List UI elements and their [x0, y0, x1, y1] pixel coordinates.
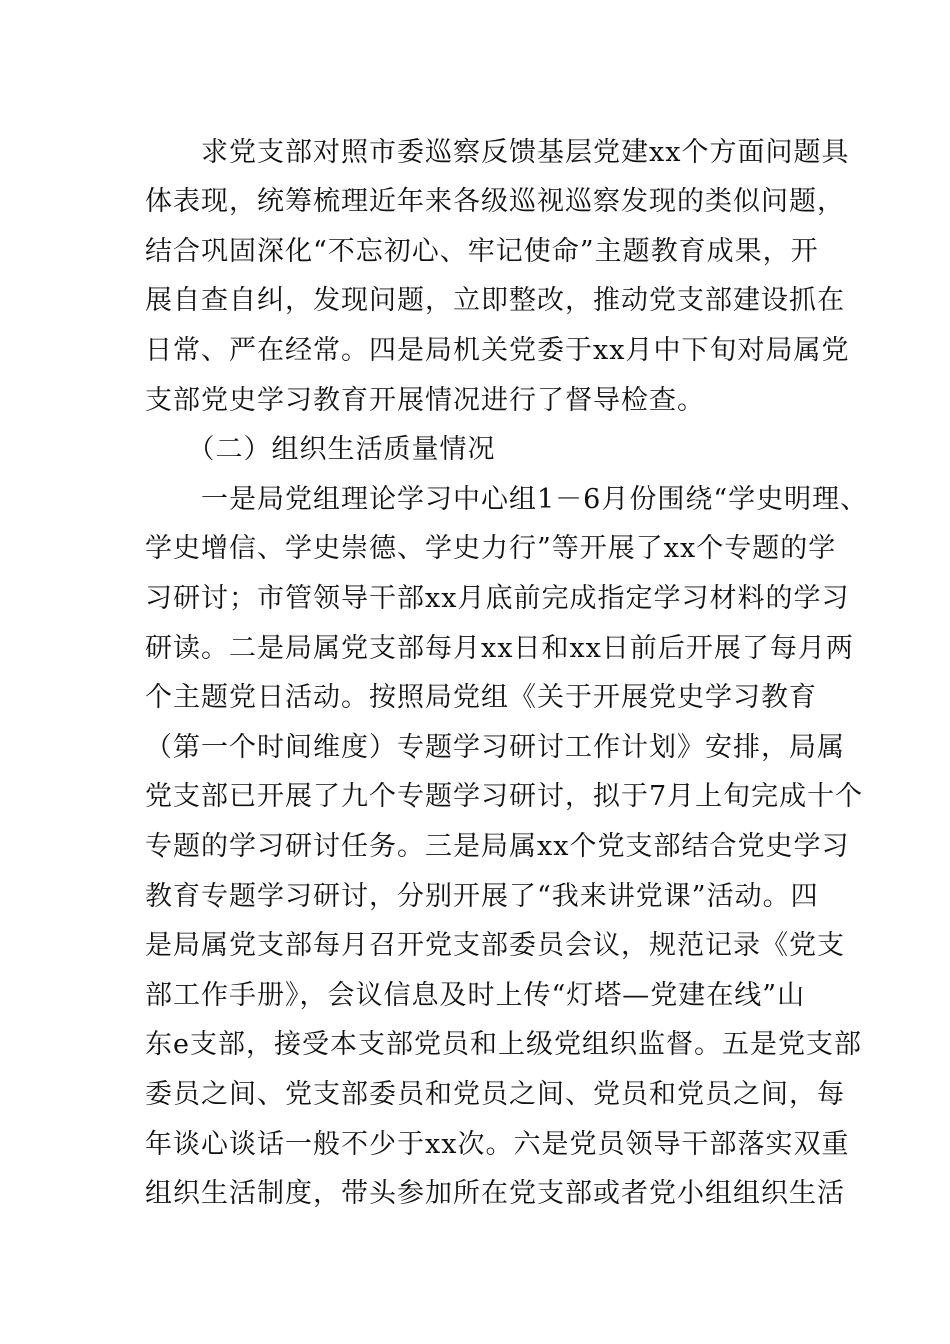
- paragraph-line-13: （第一个时间维度）专题学习研讨工作计划》安排，局属: [145, 732, 845, 763]
- section-heading: （二）组织生活质量情况: [145, 434, 496, 465]
- paragraph-line-3: 结合巩固深化“不忘初心、牢记使命”主题教育成果，开: [145, 236, 819, 267]
- paragraph-line-19: 东e支部，接受本支部党员和上级党组织监督。五是党支部: [145, 1029, 862, 1060]
- paragraph-line-2: 体表现，统筹梳理近年来各级巡视巡察发现的类似问题，: [145, 186, 845, 217]
- paragraph-line-11: 研读。二是局属党支部每月xx日和xx日前后开展了每月两: [145, 633, 854, 664]
- paragraph-line-4: 展自查自纠，发现问题，立即整改，推动党支部建设抓在: [145, 285, 845, 316]
- paragraph-line-12: 个主题党日活动。按照局党组《关于开展党史学习教育: [145, 682, 817, 713]
- paragraph-line-8: 一是局党组理论学习中心组1－6月份围绕“学史明理、: [145, 484, 869, 515]
- paragraph-line-15: 专题的学习研讨任务。三是局属xx个党支部结合党史学习: [145, 831, 850, 862]
- paragraph-line-18: 部工作手册》，会议信息及时上传“灯塔—党建在线”山: [145, 980, 806, 1011]
- paragraph-line-17: 是局属党支部每月召开党支部委员会议，规范记录《党支: [145, 930, 845, 961]
- paragraph-line-1: 求党支部对照市委巡察反馈基层党建xx个方面问题具: [145, 137, 850, 168]
- paragraph-line-21: 年谈心谈话一般不少于xx次。六是党员领导干部落实双重: [145, 1129, 850, 1160]
- paragraph-line-20: 委员之间、党支部委员和党员之间、党员和党员之间，每: [145, 1079, 845, 1110]
- paragraph-line-9: 学史增信、学史崇德、学史力行”等开展了xx个专题的学: [145, 533, 837, 564]
- paragraph-line-16: 教育专题学习研讨，分别开展了“我来讲党课”活动。四: [145, 881, 819, 912]
- paragraph-line-6: 支部党史学习教育开展情况进行了督导检查。: [145, 385, 705, 416]
- paragraph-line-5: 日常、严在经常。四是局机关党委于xx月中下旬对局属党: [145, 335, 850, 366]
- paragraph-line-14: 党支部已开展了九个专题学习研讨，拟于7月上旬完成十个: [145, 781, 864, 812]
- paragraph-line-10: 习研讨；市管领导干部xx月底前完成指定学习材料的学习: [145, 583, 850, 614]
- paragraph-line-22: 组织生活制度，带头参加所在党支部或者党小组组织生活: [145, 1178, 845, 1209]
